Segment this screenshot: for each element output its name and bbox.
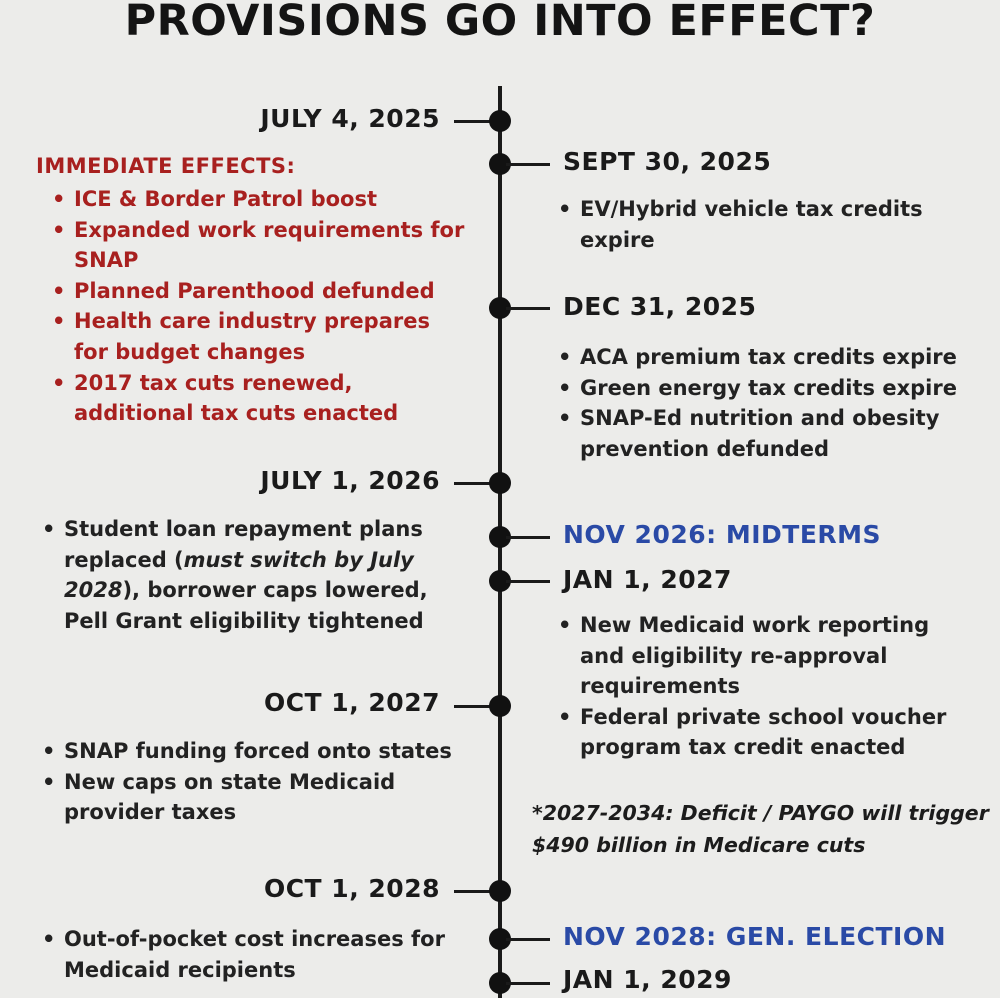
date-sept-30-2025: SEPT 30, 2025 [563,147,772,176]
tick-sept-30-2025 [506,163,550,166]
list-item: • Planned Parenthood defunded [46,276,466,307]
list-item: • SNAP funding forced onto states [36,736,476,767]
date-oct-1-2027: OCT 1, 2027 [263,688,440,717]
date-jan-1-2027: JAN 1, 2027 [563,565,732,594]
date-dec-31-2025: DEC 31, 2025 [563,292,757,321]
date-july-1-2026: JULY 1, 2026 [260,466,440,495]
timeline-dot-july-1-2026 [489,472,511,494]
list-item: • SNAP-Ed nutrition and obesity prevention defunded [552,403,992,464]
list-item: • ICE & Border Patrol boost [46,184,466,215]
tick-dec-31-2025 [506,307,550,310]
date-jan-1-2029: JAN 1, 2029 [563,965,732,994]
immediate-effects-list [46,184,466,429]
jan-2027-list [552,610,972,763]
date-july-4-2025: JULY 4, 2025 [260,104,440,133]
timeline-dot-july-4-2025 [489,110,511,132]
list-item: • Health care industry prepares for budget changes [46,306,466,367]
tick-july-1-2026 [454,482,494,485]
tick-nov-2028 [506,938,550,941]
sept-2025-list [552,194,952,255]
list-item [36,514,456,636]
list-item: • Out-of-pocket cost increases for Medicaid recipients [36,924,456,985]
date-nov-2028-gen-election: NOV 2028: GEN. ELECTION [563,922,947,951]
timeline-dot-oct-1-2028 [489,880,511,902]
date-nov-2026-midterms: NOV 2026: MIDTERMS [563,520,882,549]
july-2026-list [36,514,456,636]
oct-2027-list [36,736,476,828]
list-item: • 2017 tax cuts renewed, additional tax cuts enacted [46,368,466,429]
immediate-effects-heading: IMMEDIATE EFFECTS: [36,154,296,178]
list-item: • ACA premium tax credits expire [552,342,992,373]
page-title: PROVISIONS GO INTO EFFECT? [124,0,876,46]
list-item: • New caps on state Medicaid provider taxes [36,767,476,828]
timeline-dot-oct-1-2027 [489,695,511,717]
list-item: • Expanded work requirements for SNAP [46,215,466,276]
list-item: • EV/Hybrid vehicle tax credits expire [552,194,952,255]
dec-2025-list [552,342,992,464]
tick-oct-1-2028 [454,890,494,893]
tick-oct-1-2027 [454,705,494,708]
list-item: • Green energy tax credits expire [552,373,992,404]
tick-jan-1-2029 [506,982,550,985]
medicare-cuts-note: *2027-2034: Deficit / PAYGO will trigger $490 billion in Medicare cuts [532,801,989,857]
item-text-italic: must switch by July 2028 [64,547,414,603]
item-text: ), borrower caps lowered, Pell Grant eligibility tightened [64,578,428,633]
tick-nov-2026 [506,536,550,539]
oct-2028-list [36,924,456,985]
list-item: • Federal private school voucher program tax credit enacted [552,702,972,763]
tick-jan-1-2027 [506,580,550,583]
date-oct-1-2028: OCT 1, 2028 [263,874,440,903]
list-item: • New Medicaid work reporting and eligibility re-approval requirements [552,610,972,702]
tick-july-4-2025 [454,120,494,123]
item-text: Student loan repayment plans replaced ( [64,517,423,572]
